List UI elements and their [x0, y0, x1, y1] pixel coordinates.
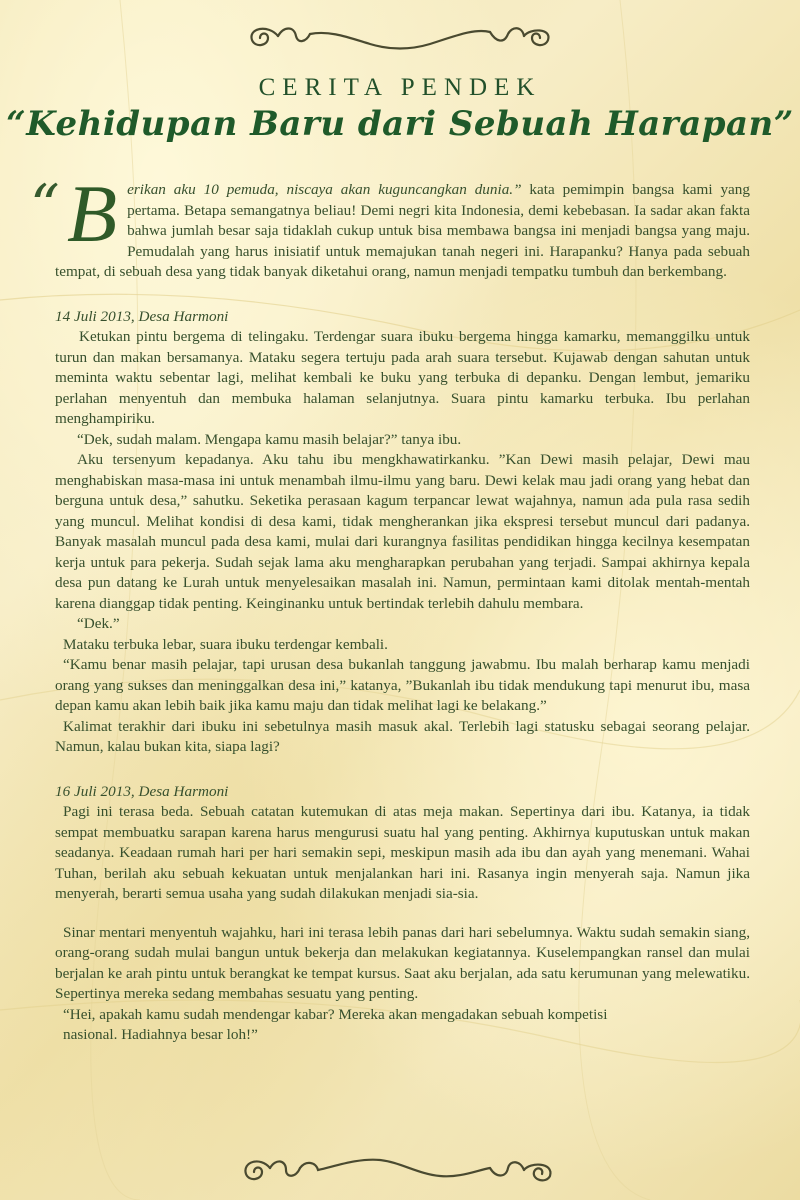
- top-flourish-ornament: [0, 14, 800, 54]
- bottom-flourish-ornament: [0, 1148, 800, 1188]
- paragraph: Mataku terbuka lebar, suara ibuku terdengar kembali.: [63, 635, 388, 653]
- paragraph: “Kamu benar masih pelajar, tapi urusan desa bukanlah tanggung jawabmu. Ibu malah berharap kamu menjadi orang yang sukses dan meninggalkan desa ini,” katanya, ”Bukanlah ibu tidak mendukung tapi menurut ibu, masa depan kamu akan lebih baik jika kamu maju dan tidak melihat lagi ke belakang.”: [55, 656, 750, 714]
- section-date: 16 Juli 2013, Desa Harmoni: [55, 782, 229, 800]
- paragraph: Pagi ini terasa beda. Sebuah catatan kutemukan di atas meja makan. Sepertinya dari ibu. Katanya, ia tidak sempat membuatku sarapan karena harus mengurusi suatu hal yang penting. Akhirnya kuputuskan untuk makan seadanya. Keadaan rumah hari per hari semakin sepi, meskipun masih ada ibu dan ayah yang menemani. Wahai Tuhan, berilah aku sebuah kekuatan untuk menjalankan hari ini. Rasanya ingin menyerah saja. Namun jika menyerah, berarti semua usaha yang sudah dilakukan menjadi sia-sia.: [55, 803, 750, 902]
- paragraph: nasional. Hadiahnya besar loh!”: [63, 1026, 258, 1043]
- paragraph: Kalimat terakhir dari ibuku ini sebetulnya masih masuk akal. Terlebih lagi statusku sebagai seorang pelajar. Namun, kalau bukan kita, siapa lagi?: [55, 717, 750, 755]
- intro-text: kata pemimpin bangsa kami yang pertama. Betapa semangatnya beliau! Demi negri kita Indonesia, demi kebebasan. Ia sadar akan fakta bahwa jumlah besar saja tidaklah cukup untuk bisa membawa bangsa ini menjadi bangsa yang maju. Pemudalah yang harus inisiatif untuk memajukan tanah negeri ini. Harapanku? Hanya pada sebuah tempat, di sebuah desa yang tidak banyak diketahui orang, namun menjadi tempatku tumbuh dan berkembang.: [55, 181, 750, 280]
- paragraph: Ketukan pintu bergema di telingaku. Terdengar suara ibuku bergema hingga kamarku, memanggilku untuk turun dan makan bersamanya. Mataku segera tertuju pada arah suara tersebut. Kujawab dengan sahutan untuk meminta waktu sebentar lagi, melihat kembali ke buku yang terbuka di depanku. Dengan lembut, jemariku perlahan menyentuh dan membuka halaman selanjutnya. Suara pintu kamarku terbuka. Ibu perlahan menghampiriku.: [55, 328, 750, 427]
- flourish-icon: [240, 1148, 560, 1188]
- section-date: 14 Juli 2013, Desa Harmoni: [55, 307, 229, 325]
- paragraph: Aku tersenyum kepadanya. Aku tahu ibu mengkhawatirkanku. ”Kan Dewi masih pelajar, Dewi mau menghabiskan masa-masa ini untuk menambah ilmu-ilmu yang baru. Dewi kelak mau jadi orang yang hebat dan berguna untuk desa,” sahutku. Seketika perasaan kagum terpancar lewat wajahnya, namun ada pula rasa sedih yang muncul. Melihat kondisi di desa kami, tidak mengherankan jika ekspresi tersebut muncul dari padanya. Banyak masalah muncul pada desa kami, mulai dari kurangnya fasilitas pendidikan hingga kecilnya kesempatan kerja untuk para pekerja. Sudah sejak lama aku mengharapkan perubahan yang terjadi. Sampai akhirnya kepala desa pun datang ke Lurah untuk menyelesaikan masalah ini. Namun, permintaan kami ditolak mentah-mentah karena dianggap tidak penting. Keinginanku untuk bertindak terlebih dahulu membara.: [55, 451, 750, 612]
- paragraph: “Dek, sudah malam. Mengapa kamu masih belajar?” tanya ibu.: [77, 430, 462, 448]
- flourish-icon: [240, 14, 560, 54]
- intro-paragraph: [30, 168, 750, 283]
- drop-cap: B: [67, 168, 118, 259]
- paragraph: Sinar mentari menyentuh wajahku, hari ini terasa lebih panas dari hari sebelumnya. Waktu sudah semakin siang, orang-orang sudah mulai bangun untuk bekerja dan melakukan kegiatannya. Kuselempangkan ransel dan mulai berjalan ke arah pintu untuk berangkat ke tempat kursus. Saat aku berjalan, ada satu kerumunan yang melewatiku. Sepertinya mereka sedang membahas sesuatu yang penting.: [55, 923, 750, 1002]
- story-body: [30, 168, 750, 1046]
- story-kicker: CERITA PENDEK: [258, 74, 542, 101]
- paragraph: “Hei, apakah kamu sudah mendengar kabar? Mereka akan mengadakan sebuah kompetisi: [63, 1005, 608, 1023]
- story-title: “Kehidupan Baru dari Sebuah Harapan”: [6, 104, 794, 144]
- paragraph: “Dek.”: [77, 615, 120, 632]
- open-quote-mark: “: [30, 172, 60, 240]
- intro-quote-line: erikan aku 10 pemuda, niscaya akan kuguncangkan dunia.”: [127, 181, 522, 198]
